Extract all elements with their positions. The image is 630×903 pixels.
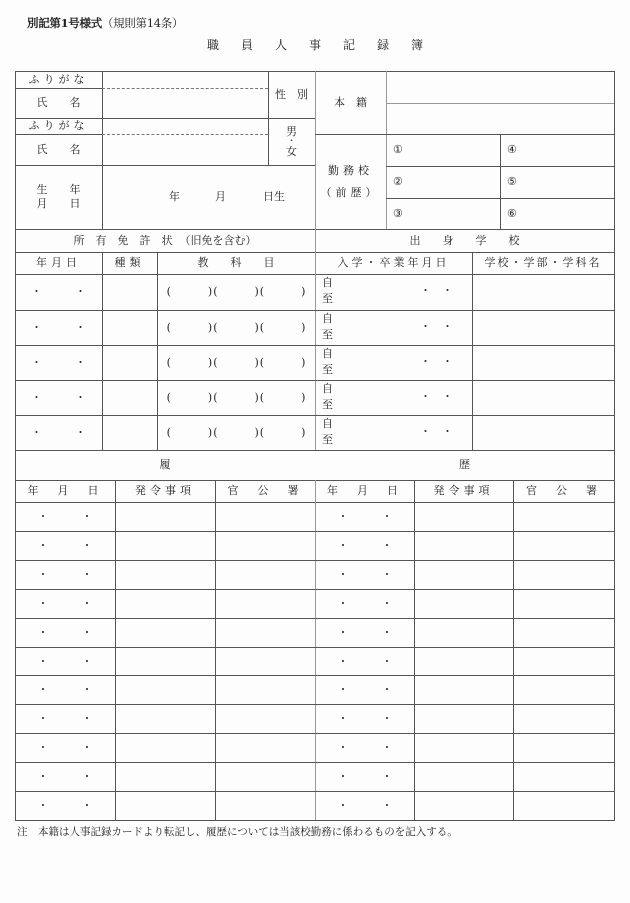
slot-number-3: ③: [393, 206, 403, 220]
birth-month-unit: 月: [215, 190, 226, 204]
history-date-field[interactable]: [315, 618, 415, 647]
history-date-field[interactable]: [15, 704, 115, 733]
history-date-field[interactable]: [15, 791, 115, 820]
license-date-dots: ・ ・: [31, 390, 86, 404]
education-school-field[interactable]: [473, 415, 614, 450]
history-office-field[interactable]: [216, 589, 315, 618]
education-col-dates: 入学・卒業年月日: [337, 256, 450, 270]
footnote: 注 本籍は人事記録カードより転記し、履歴については当該校勤務に係わるものを記入する。: [17, 826, 458, 838]
history-date-dots: ・ ・: [37, 769, 93, 783]
history-office-field[interactable]: [514, 531, 613, 560]
license-subjects-field[interactable]: [158, 345, 315, 380]
birth-day-unit: 日生: [263, 190, 285, 204]
history-col-header: 官 公 署: [227, 484, 303, 498]
history-office-field[interactable]: [216, 675, 315, 704]
history-date-dots: ・ ・: [337, 654, 393, 668]
title-char: 録: [377, 38, 390, 52]
license-type-field[interactable]: [103, 415, 157, 450]
gender-separator: ・: [287, 136, 296, 146]
history-col-header: 年 月 日: [27, 484, 103, 498]
history-date-field[interactable]: [15, 675, 115, 704]
education-school-field[interactable]: [473, 345, 614, 380]
history-order-field[interactable]: [415, 618, 514, 647]
history-office-field[interactable]: [514, 589, 613, 618]
history-order-field[interactable]: [116, 589, 215, 618]
birthdate-label-top: 生 年: [36, 183, 81, 197]
history-date-field[interactable]: [315, 560, 415, 589]
history-office-field[interactable]: [514, 675, 613, 704]
history-date-dots: ・ ・: [337, 538, 393, 552]
gender-female[interactable]: 女: [286, 144, 297, 158]
license-subjects-brackets: ( )( )( ): [166, 390, 307, 404]
history-office-field[interactable]: [216, 762, 315, 791]
history-office-field[interactable]: [216, 733, 315, 762]
education-school-field[interactable]: [473, 310, 614, 345]
from-label: 自: [322, 417, 333, 430]
license-subjects-field[interactable]: [158, 380, 315, 415]
history-date-dots: ・ ・: [337, 567, 393, 581]
title-char: 事: [308, 38, 321, 52]
history-order-field[interactable]: [415, 531, 514, 560]
history-order-field[interactable]: [415, 560, 514, 589]
name-label-1: 氏 名: [36, 96, 81, 110]
history-date-field[interactable]: [315, 762, 415, 791]
history-date-dots: ・ ・: [37, 596, 93, 610]
history-order-field[interactable]: [116, 618, 215, 647]
history-col-header: 官 公 署: [526, 484, 601, 498]
history-date-field[interactable]: [15, 733, 115, 762]
license-date-field[interactable]: [15, 380, 102, 415]
licenses-col-subjects: 教 科 目: [197, 256, 275, 270]
history-date-field[interactable]: [315, 589, 415, 618]
furigana-field-1[interactable]: [103, 71, 268, 88]
history-office-field[interactable]: [216, 791, 315, 820]
name-field-1[interactable]: [103, 88, 268, 118]
history-order-field[interactable]: [415, 589, 514, 618]
education-dates-field[interactable]: [316, 310, 472, 345]
history-order-field[interactable]: [116, 791, 215, 820]
school-slot-3[interactable]: [387, 198, 500, 229]
licenses-title-note: （旧免を含む）: [179, 233, 257, 247]
school-slot-1[interactable]: [387, 134, 500, 166]
education-school-field[interactable]: [473, 274, 614, 310]
history-date-field[interactable]: [15, 589, 115, 618]
history-office-field[interactable]: [514, 733, 613, 762]
license-type-field[interactable]: [103, 345, 157, 380]
title-char: 員: [240, 38, 253, 52]
history-date-field[interactable]: [15, 762, 115, 791]
slot-number-4: ④: [507, 143, 517, 157]
history-date-dots: ・ ・: [37, 567, 93, 581]
history-office-field[interactable]: [514, 502, 613, 531]
birthdate-label: [15, 165, 102, 229]
history-date-dots: ・ ・: [37, 654, 93, 668]
slot-number-5: ⑤: [507, 175, 517, 189]
license-type-field[interactable]: [103, 274, 157, 310]
history-date-field[interactable]: [15, 647, 115, 676]
school-label-bottom: （前歴）: [320, 185, 381, 199]
history-date-dots: ・ ・: [37, 682, 93, 696]
history-office-field[interactable]: [216, 560, 315, 589]
history-date-dots: ・ ・: [37, 798, 93, 812]
history-date-field[interactable]: [15, 502, 115, 531]
history-title-right: 歴: [459, 458, 470, 472]
title-char: 人: [274, 38, 287, 52]
license-date-field[interactable]: [15, 345, 102, 380]
from-label: 自: [322, 312, 333, 325]
school-slot-6[interactable]: [501, 198, 614, 229]
history-date-dots: ・ ・: [37, 538, 93, 552]
school-label-top: 勤務校: [328, 163, 373, 177]
birthdate-label-bottom: 月 日: [36, 197, 81, 210]
history-order-field[interactable]: [116, 502, 215, 531]
history-order-field[interactable]: [415, 791, 514, 820]
history-date-dots: ・ ・: [37, 740, 93, 754]
history-col-header: 発令事項: [135, 484, 195, 498]
history-date-field[interactable]: [315, 531, 415, 560]
history-date-field[interactable]: [315, 502, 415, 531]
history-order-field[interactable]: [116, 704, 215, 733]
to-label: 至: [322, 398, 333, 411]
history-date-dots: ・ ・: [337, 798, 393, 812]
history-date-field[interactable]: [315, 647, 415, 676]
license-subjects-field[interactable]: [158, 274, 315, 310]
history-date-dots: ・ ・: [337, 596, 393, 610]
title-char: 簿: [411, 38, 424, 52]
history-order-field[interactable]: [116, 531, 215, 560]
education-school-field[interactable]: [473, 380, 614, 415]
license-date-dots: ・ ・: [31, 355, 86, 369]
history-office-field[interactable]: [514, 762, 613, 791]
title-char: 職: [206, 38, 219, 52]
history-order-field[interactable]: [415, 675, 514, 704]
history-date-dots: ・ ・: [37, 711, 93, 725]
history-col-header: 発令事項: [433, 484, 494, 498]
history-title-left: 履: [159, 458, 171, 472]
licenses-title-text: 所 有 免 許 状: [73, 233, 173, 247]
license-date-field[interactable]: [15, 310, 102, 345]
honseki-field-1[interactable]: [387, 71, 614, 103]
form-number: [27, 15, 183, 31]
history-order-field[interactable]: [415, 647, 514, 676]
from-label: 自: [322, 382, 333, 395]
to-label: 至: [322, 433, 333, 446]
license-date-field[interactable]: [15, 274, 102, 310]
license-date-field[interactable]: [15, 415, 102, 450]
name-label-2: 氏 名: [36, 142, 81, 156]
from-label: 自: [322, 347, 333, 360]
education-date-dots: ・ ・: [420, 425, 453, 438]
from-label: 自: [322, 276, 333, 289]
history-order-field[interactable]: [116, 647, 215, 676]
gender-label: 性 別: [275, 87, 308, 101]
honseki-field-2[interactable]: [387, 103, 614, 134]
education-dates-field[interactable]: [316, 380, 472, 415]
history-date-dots: ・ ・: [37, 625, 93, 639]
slot-number-2: ②: [393, 175, 403, 189]
license-type-field[interactable]: [103, 380, 157, 415]
history-date-field[interactable]: [315, 791, 415, 820]
license-subjects-brackets: ( )( )( ): [166, 320, 307, 334]
license-subjects-brackets: ( )( )( ): [166, 425, 307, 439]
education-date-dots: ・ ・: [420, 390, 453, 403]
history-order-field[interactable]: [415, 762, 514, 791]
license-date-dots: ・ ・: [31, 285, 86, 299]
education-date-dots: ・ ・: [420, 284, 453, 297]
history-order-field[interactable]: [415, 704, 514, 733]
license-subjects-brackets: ( )( )( ): [166, 355, 307, 369]
history-date-field[interactable]: [15, 560, 115, 589]
license-subjects-field[interactable]: [158, 415, 315, 450]
license-subjects-field[interactable]: [158, 310, 315, 345]
honseki-label: 本 籍: [334, 95, 367, 109]
slot-number-1: ①: [393, 143, 403, 157]
history-date-dots: ・ ・: [337, 740, 393, 754]
to-label: 至: [322, 363, 333, 376]
history-date-field[interactable]: [315, 733, 415, 762]
history-office-field[interactable]: [216, 704, 315, 733]
history-order-field[interactable]: [415, 502, 514, 531]
education-dates-field[interactable]: [316, 345, 472, 380]
furigana-label-2: ふりがな: [28, 119, 89, 133]
slot-number-6: ⑥: [507, 206, 517, 220]
history-date-field[interactable]: [15, 618, 115, 647]
name-field-2[interactable]: [103, 134, 268, 165]
history-office-field[interactable]: [514, 791, 613, 820]
school-slot-2[interactable]: [387, 166, 500, 198]
education-date-dots: ・ ・: [420, 355, 453, 368]
history-office-field[interactable]: [514, 704, 613, 733]
history-date-dots: ・ ・: [337, 711, 393, 725]
form-rule-text: （規則第14条）: [101, 16, 184, 30]
education-col-school: 学校・学部・学科名: [484, 256, 602, 270]
licenses-section-title: [15, 229, 315, 252]
history-office-field[interactable]: [216, 531, 315, 560]
history-order-field[interactable]: [415, 733, 514, 762]
birthdate-field[interactable]: [103, 165, 315, 229]
licenses-col-type: 種類: [114, 256, 145, 270]
history-office-field[interactable]: [216, 647, 315, 676]
furigana-label-1: ふりがな: [28, 72, 89, 86]
history-order-field[interactable]: [116, 733, 215, 762]
license-date-dots: ・ ・: [31, 320, 86, 334]
history-order-field[interactable]: [116, 560, 215, 589]
history-date-dots: ・ ・: [337, 682, 393, 696]
to-label: 至: [322, 328, 333, 341]
license-subjects-brackets: ( )( )( ): [166, 285, 307, 299]
form-number-text: 別記第1号様式: [27, 16, 102, 30]
history-date-field[interactable]: [315, 704, 415, 733]
history-order-field[interactable]: [116, 675, 215, 704]
history-office-field[interactable]: [216, 618, 315, 647]
education-date-dots: ・ ・: [420, 320, 453, 333]
education-dates-field[interactable]: [316, 274, 472, 310]
history-date-dots: ・ ・: [337, 625, 393, 639]
school-slot-4[interactable]: [501, 134, 614, 166]
birth-year-unit: 年: [169, 190, 180, 204]
gender-male[interactable]: 男: [286, 124, 297, 138]
document-title: [0, 36, 630, 53]
license-date-dots: ・ ・: [31, 425, 86, 439]
gender-options[interactable]: [268, 118, 315, 165]
education-dates-field[interactable]: [316, 415, 472, 450]
history-order-field[interactable]: [116, 762, 215, 791]
to-label: 至: [322, 292, 333, 305]
history-date-dots: ・ ・: [337, 769, 393, 783]
history-office-field[interactable]: [514, 618, 613, 647]
history-office-field[interactable]: [514, 560, 613, 589]
furigana-field-2[interactable]: [103, 118, 268, 134]
history-office-field[interactable]: [216, 502, 315, 531]
education-section-title: 出 身 学 校: [409, 233, 520, 247]
history-office-field[interactable]: [514, 647, 613, 676]
license-type-field[interactable]: [103, 310, 157, 345]
history-date-dots: ・ ・: [337, 509, 393, 523]
title-char: 記: [343, 38, 356, 52]
history-date-field[interactable]: [15, 531, 115, 560]
licenses-col-date: 年月日: [36, 256, 81, 270]
history-date-field[interactable]: [315, 675, 415, 704]
history-col-header: 年 月 日: [327, 484, 402, 498]
school-history-label: [315, 134, 386, 229]
history-date-dots: ・ ・: [37, 509, 93, 523]
school-slot-5[interactable]: [501, 166, 614, 198]
